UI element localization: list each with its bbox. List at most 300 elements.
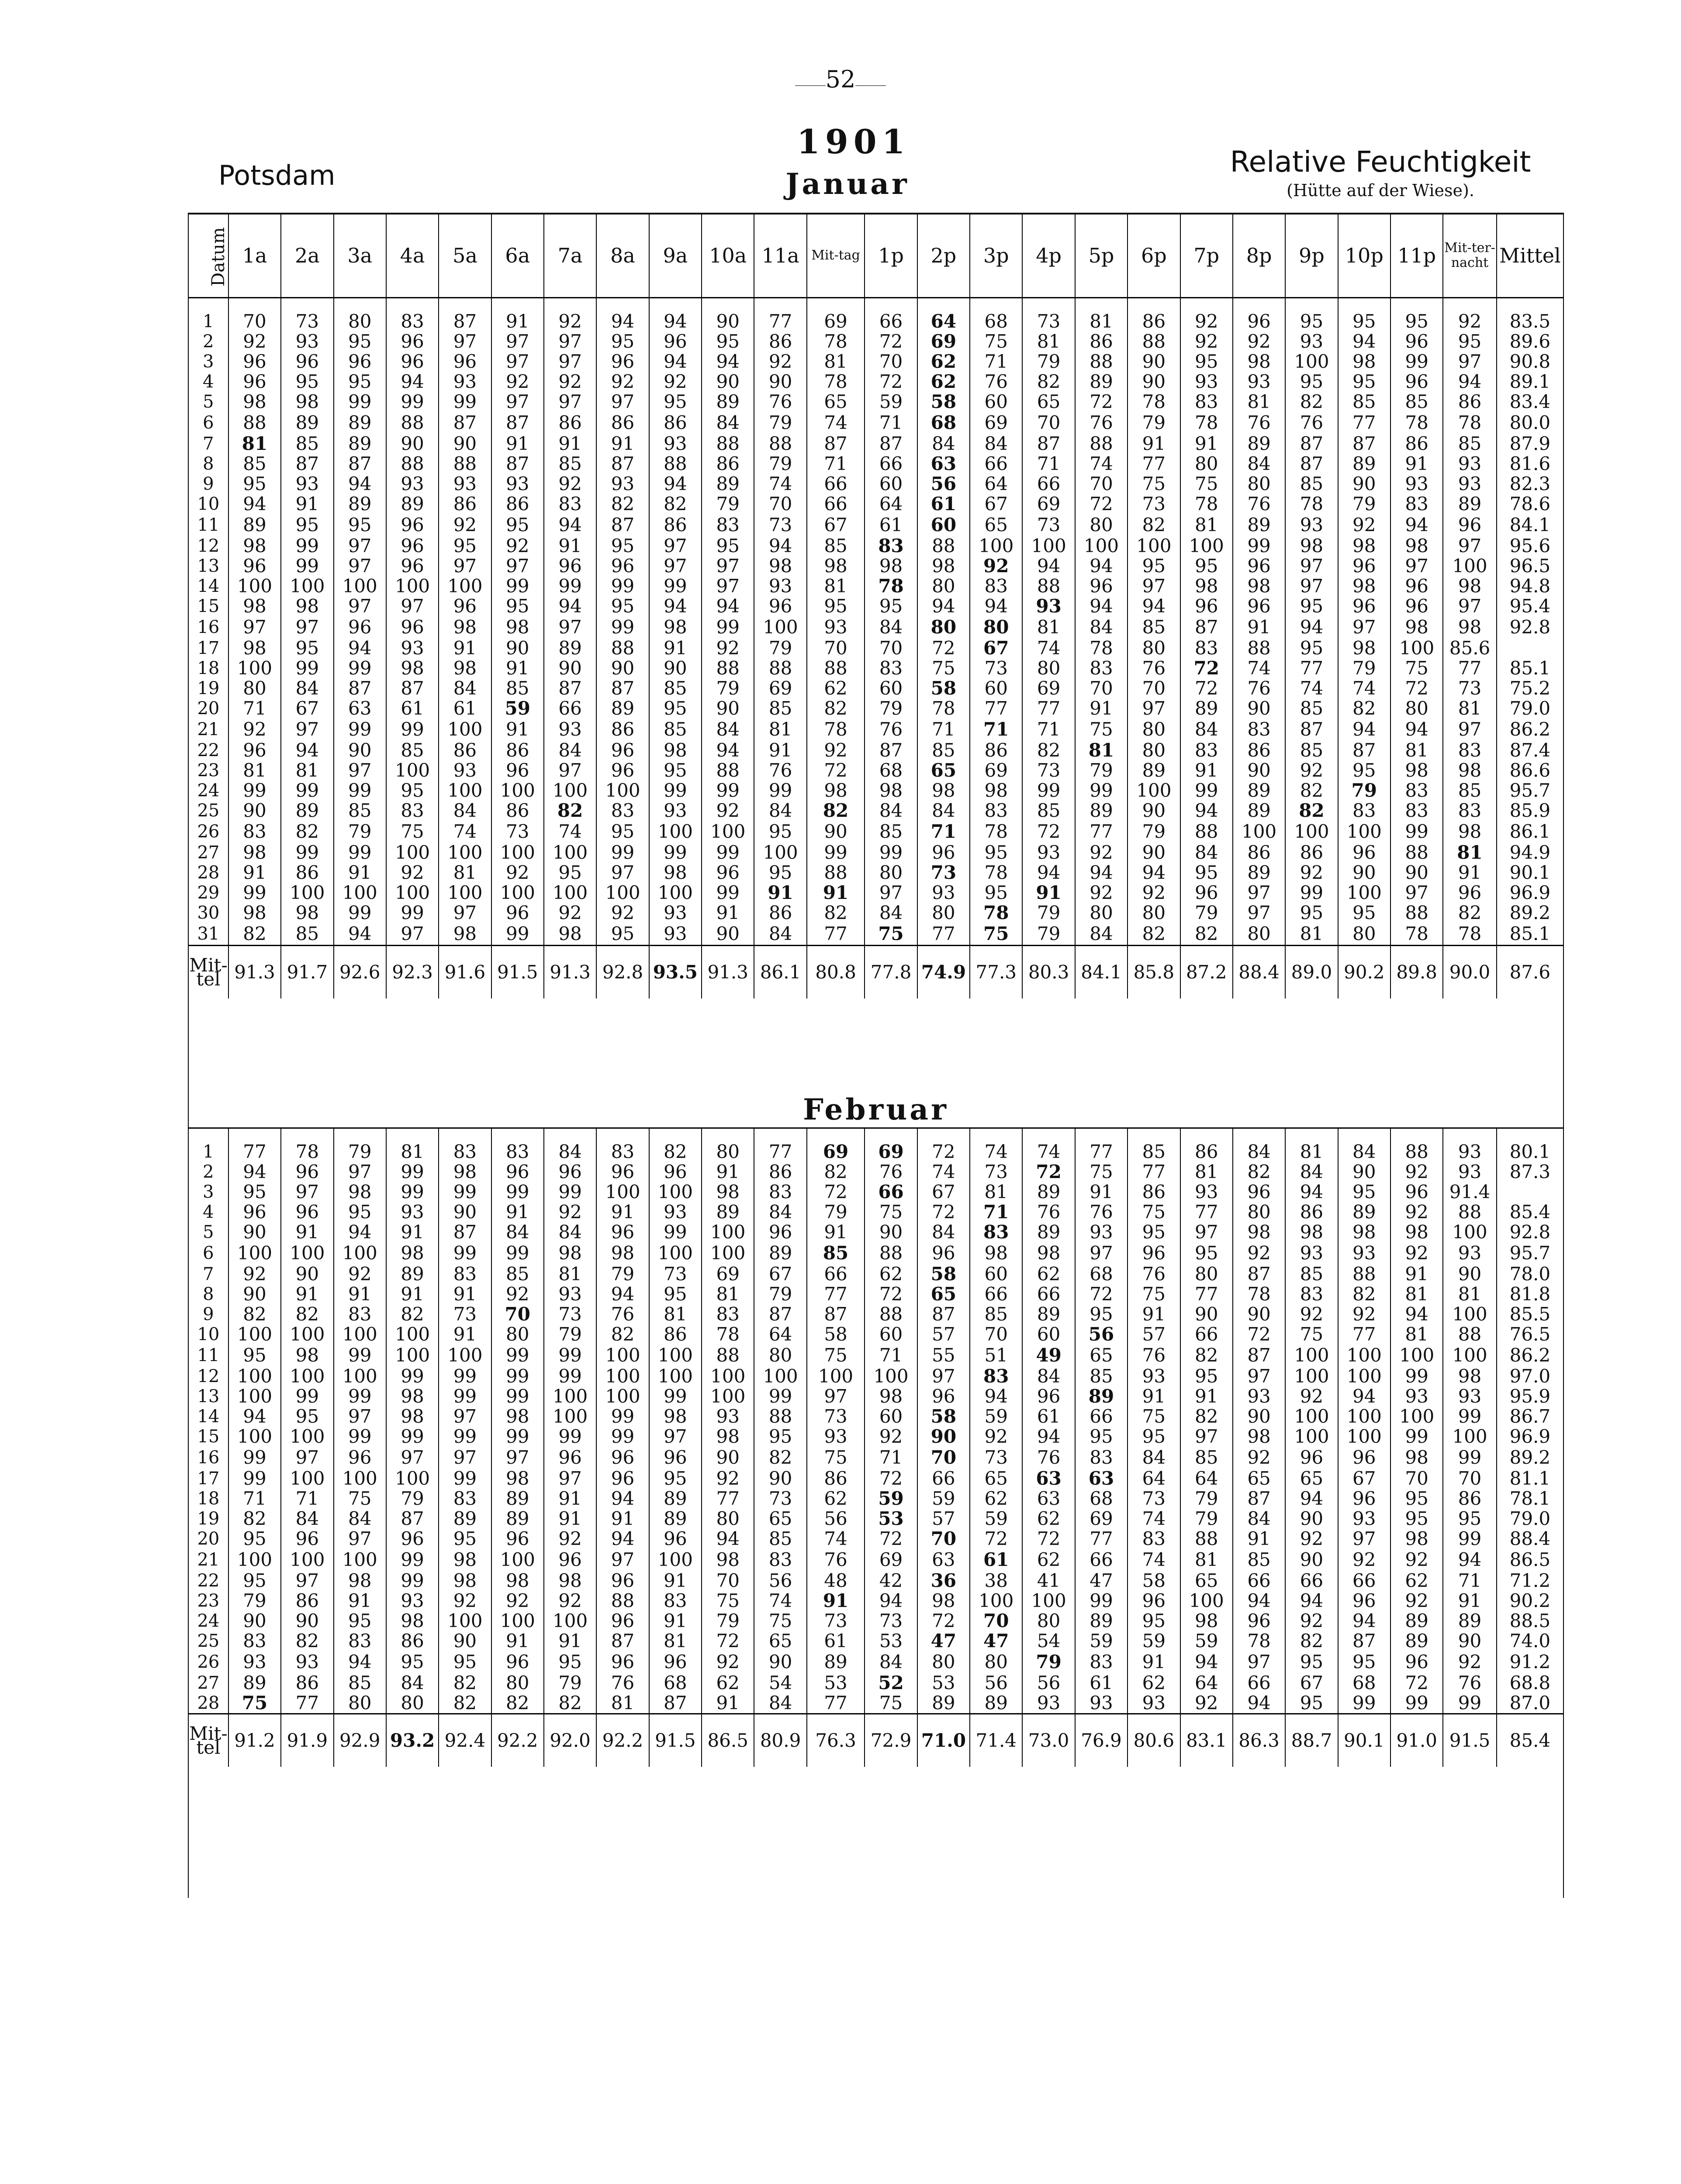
value-cell: 59 [1128,1631,1180,1651]
value-cell: 100 [281,1242,333,1264]
mean-cell: 86.5 [702,1714,754,1767]
value-cell: 65 [1022,392,1075,412]
value-cell: 89 [439,1509,491,1529]
value-cell: 86 [1128,298,1180,332]
table-row [188,1366,1563,1386]
value-cell: 66 [865,454,917,474]
value-cell: 100 [1128,536,1180,556]
value-cell: 96 [1233,596,1285,616]
value-cell: 60 [865,1324,917,1344]
day-cell: 15 [188,596,228,616]
value-cell: 98 [491,1571,544,1591]
table-row [188,1611,1563,1631]
value-cell: 97 [491,352,544,372]
value-cell: 62 [865,1264,917,1284]
value-cell: 72 [917,638,970,658]
value-cell: 72 [865,332,917,352]
value-cell: 83 [970,576,1022,596]
daily-mean-cell: 68.8 [1497,1673,1563,1693]
value-cell: 73 [649,1264,702,1284]
value-cell: 75 [1075,719,1128,740]
value-cell: 66 [1180,1324,1233,1344]
value-cell: 91 [491,434,544,454]
value-cell: 97 [281,1571,333,1591]
value-cell: 66 [970,1284,1022,1304]
value-cell: 100 [491,843,544,863]
value-cell: 73 [544,1304,596,1324]
value-cell: 99 [1390,352,1443,372]
value-cell: 89 [1075,1611,1128,1631]
value-cell: 80 [1180,1264,1233,1284]
value-cell: 72 [1180,678,1233,698]
value-cell: 89 [1338,1202,1390,1222]
value-cell: 66 [1022,474,1075,494]
value-cell: 96 [1233,556,1285,576]
value-cell: 82 [807,903,865,923]
value-cell: 74 [439,821,491,843]
value-cell: 76 [1443,1673,1496,1693]
value-cell: 87 [439,298,491,332]
value-cell: 79 [754,412,806,434]
value-cell: 94 [334,638,386,658]
value-cell [917,372,970,392]
value-cell: 88 [596,1591,649,1611]
value-cell: 92 [491,1591,544,1611]
value-bold: 61 [930,493,957,515]
value-bold: 36 [930,1570,957,1591]
mean-cell [386,1714,439,1767]
value-cell: 90 [491,638,544,658]
value-cell: 90 [1285,1509,1338,1529]
value-cell [917,678,970,698]
value-cell: 98 [281,1344,333,1366]
value-cell: 100 [1390,638,1443,658]
value-cell: 98 [754,556,806,576]
value-cell: 76 [970,372,1022,392]
value-cell: 68 [865,760,917,781]
value-cell: 98 [1285,536,1338,556]
value-bold: 71 [930,821,957,842]
value-cell: 66 [917,1469,970,1489]
value-cell: 41 [1022,1571,1075,1591]
value-cell: 92 [1285,1386,1338,1406]
value-cell: 98 [1022,1242,1075,1264]
value-cell: 94 [970,596,1022,616]
value-cell: 87 [754,1304,806,1324]
value-cell: 89 [228,1673,281,1693]
value-cell: 74 [970,1129,1022,1162]
value-cell: 82 [281,1304,333,1324]
day-cell: 20 [188,1529,228,1549]
mean-cell [649,946,702,999]
daily-mean-cell: 78.6 [1497,494,1563,514]
value-cell: 96 [917,1242,970,1264]
value-cell: 92 [544,298,596,332]
value-cell: 95 [228,1182,281,1202]
value-cell: 87 [1180,616,1233,638]
value-cell: 100 [386,760,439,781]
value-cell: 98 [281,596,333,616]
value-cell: 79 [386,1489,439,1509]
value-cell: 90 [281,1611,333,1631]
daily-mean-cell: 79.0 [1497,698,1563,719]
value-cell: 60 [865,678,917,698]
value-cell: 64 [970,474,1022,494]
value-cell: 76 [865,719,917,740]
value-cell: 96 [596,1447,649,1469]
value-cell: 75 [1128,1202,1180,1222]
value-cell: 98 [1285,1222,1338,1242]
value-bold: 67 [983,637,1009,659]
daily-mean-cell: 89.6 [1497,332,1563,352]
value-cell: 80 [334,1693,386,1714]
day-cell: 1 [188,1129,228,1162]
value-cell: 99 [491,1344,544,1366]
value-cell: 62 [1022,1549,1075,1571]
value-cell: 94 [649,596,702,616]
value-cell: 81 [1022,332,1075,352]
value-cell: 97 [649,536,702,556]
value-cell: 80 [1338,923,1390,946]
table-row [188,352,1563,372]
value-cell: 94 [544,514,596,536]
value-cell: 70 [865,352,917,372]
value-cell: 96 [228,372,281,392]
daily-mean-cell: 79.0 [1497,1509,1563,1529]
value-cell: 98 [702,1182,754,1202]
value-cell [970,1549,1022,1571]
mean-cell: 77.8 [865,946,917,999]
value-cell: 79 [334,1129,386,1162]
value-cell: 99 [1390,1693,1443,1714]
value-cell: 86 [439,740,491,760]
daily-mean-cell: 95.9 [1497,1386,1563,1406]
value-bold: 85 [823,1242,849,1264]
value-cell: 91 [544,1631,596,1651]
value-cell: 100 [491,1549,544,1571]
value-cell: 79 [1022,923,1075,946]
mean-cell [917,1714,970,1767]
value-cell: 95 [1285,903,1338,923]
value-cell: 99 [596,1427,649,1447]
value-cell: 88 [1075,352,1128,372]
value-cell: 92 [1338,1304,1390,1324]
value-cell: 78 [970,821,1022,843]
value-bold: 75 [242,1692,268,1714]
value-cell: 95 [544,863,596,883]
value-cell: 78 [1285,494,1338,514]
value-cell: 83 [1233,719,1285,740]
value-cell: 97 [439,903,491,923]
value-cell: 80 [1128,903,1180,923]
value-cell: 81 [1443,698,1496,719]
value-cell: 79 [596,1264,649,1284]
value-cell: 89 [491,1509,544,1529]
value-cell: 93 [439,760,491,781]
mean-cell: 92.9 [334,1714,386,1767]
value-cell: 77 [807,1693,865,1714]
value-cell: 100 [228,1549,281,1571]
value-cell [865,923,917,946]
column-header: 9a [649,214,702,298]
value-cell: 66 [865,298,917,332]
value-cell [917,298,970,332]
table-row [188,760,1563,781]
value-cell: 93 [1022,1693,1075,1714]
value-cell: 93 [1180,1182,1233,1202]
mean-cell: 87.6 [1497,946,1563,999]
value-cell: 98 [491,616,544,638]
value-cell: 65 [1075,1344,1128,1366]
value-cell: 99 [1443,1529,1496,1549]
value-cell: 62 [1390,1571,1443,1591]
value-cell: 90 [1128,843,1180,863]
value-cell: 98 [649,616,702,638]
value-cell: 96 [1390,332,1443,352]
value-cell: 90 [386,434,439,454]
value-cell [807,1242,865,1264]
value-cell: 100 [386,576,439,596]
value-cell: 99 [439,1182,491,1202]
day-cell: 23 [188,1591,228,1611]
value-cell: 99 [386,903,439,923]
value-cell: 72 [865,372,917,392]
daily-mean-cell: 86.6 [1497,760,1563,781]
table-row [188,801,1563,821]
value-cell: 99 [491,923,544,946]
value-cell: 83 [334,1304,386,1324]
value-cell [1022,1469,1075,1489]
value-cell: 94 [865,1591,917,1611]
value-cell: 75 [1128,1284,1180,1304]
value-bold: 71 [983,1201,1009,1223]
value-cell: 79 [1180,903,1233,923]
value-cell: 100 [439,843,491,863]
value-cell: 91 [491,1202,544,1222]
value-cell: 93 [1233,372,1285,392]
value-cell: 80 [702,1509,754,1529]
value-cell: 66 [1233,1673,1285,1693]
value-cell: 100 [491,1611,544,1631]
daily-mean-cell: 84.1 [1497,514,1563,536]
table-row [188,1242,1563,1264]
value-cell: 89 [1128,760,1180,781]
table-row [188,1489,1563,1509]
value-cell: 82 [1285,1631,1338,1651]
value-cell: 94 [596,1284,649,1304]
value-cell: 100 [228,1366,281,1386]
day-cell: 21 [188,1549,228,1571]
value-cell: 90 [281,1264,333,1284]
value-cell: 76 [1128,1264,1180,1284]
value-cell: 99 [334,843,386,863]
value-cell: 100 [596,1182,649,1202]
value-cell: 76 [1233,678,1285,698]
value-cell: 99 [1233,536,1285,556]
mean-row [188,1714,1563,1767]
value-cell: 56 [807,1509,865,1529]
value-cell: 89 [702,392,754,412]
mean-cell: 92.6 [334,946,386,999]
value-cell: 72 [1390,678,1443,698]
day-cell: 11 [188,1344,228,1366]
value-cell: 95 [1285,372,1338,392]
value-cell: 82 [1180,1344,1233,1366]
value-cell: 80 [1233,1202,1285,1222]
value-cell: 96 [1338,1489,1390,1509]
value-cell: 97 [544,392,596,412]
value-cell: 83 [228,1631,281,1651]
value-cell: 97 [702,576,754,596]
value-cell: 91 [1128,1386,1180,1406]
mean-cell: 91.3 [228,946,281,999]
value-cell: 89 [649,1489,702,1509]
value-cell: 65 [1285,1469,1338,1489]
value-cell: 97 [281,719,333,740]
value-cell: 88 [1390,1129,1443,1162]
value-cell: 84 [865,801,917,821]
value-cell: 92 [1128,883,1180,903]
value-cell: 87 [334,454,386,474]
value-cell: 88 [702,434,754,454]
value-cell: 96 [596,760,649,781]
value-cell: 95 [439,1651,491,1673]
value-cell: 95 [1443,1509,1496,1529]
value-cell: 97 [1128,576,1180,596]
value-cell: 94 [702,1529,754,1549]
value-cell: 80 [1128,740,1180,760]
value-cell: 95 [1285,298,1338,332]
value-cell [917,352,970,372]
value-cell: 80 [386,1693,439,1714]
value-cell: 90 [754,1469,806,1489]
value-cell: 72 [702,1631,754,1651]
value-cell: 98 [334,1182,386,1202]
value-cell: 72 [807,760,865,781]
value-cell [1075,1324,1128,1344]
daily-mean-cell: 74.0 [1497,1631,1563,1651]
day-cell: 26 [188,1651,228,1673]
value-cell: 78 [1443,412,1496,434]
value-cell: 74 [754,474,806,494]
value-cell: 95 [1285,1693,1338,1714]
value-cell: 91 [1128,1651,1180,1673]
value-cell: 92 [1075,883,1128,903]
value-cell: 85 [491,1264,544,1284]
column-header: 10p [1338,214,1390,298]
value-cell: 90 [1233,1406,1285,1427]
station-name: Potsdam [218,159,336,191]
value-cell: 94 [596,298,649,332]
value-cell: 94 [917,596,970,616]
value-cell: 94 [1075,556,1128,576]
value-cell: 60 [865,1406,917,1427]
value-cell: 77 [970,698,1022,719]
value-cell: 73 [807,1611,865,1631]
value-cell: 70 [1075,474,1128,494]
value-cell: 93 [1285,1242,1338,1264]
value-cell [1022,596,1075,616]
value-cell [917,392,970,412]
value-cell [917,454,970,474]
day-cell: 7 [188,434,228,454]
daily-mean-cell: 86.2 [1497,1344,1563,1366]
value-cell: 90 [439,1631,491,1651]
value-cell: 98 [228,638,281,658]
value-cell: 66 [1022,1284,1075,1304]
value-cell: 73 [1022,760,1075,781]
value-cell: 72 [917,1202,970,1222]
value-cell: 73 [865,1611,917,1631]
value-cell: 59 [970,1406,1022,1427]
value-cell: 85 [1285,1264,1338,1284]
value-cell: 89 [649,1509,702,1529]
value-cell: 67 [1285,1673,1338,1693]
value-cell: 97 [596,392,649,412]
value-cell: 96 [1390,576,1443,596]
value-cell: 71 [807,454,865,474]
day-cell: 6 [188,1242,228,1264]
day-cell: 18 [188,1489,228,1509]
value-cell: 95 [1128,556,1180,576]
value-cell: 92 [544,1591,596,1611]
mean-cell: 84.1 [1075,946,1128,999]
value-cell: 93 [1075,1222,1128,1242]
value-cell: 98 [386,1386,439,1406]
value-cell: 97 [439,1447,491,1469]
value-cell: 89 [491,1489,544,1509]
value-cell: 73 [491,821,544,843]
value-cell: 81 [544,1264,596,1284]
value-cell: 93 [439,474,491,494]
value-cell: 99 [334,903,386,923]
value-cell: 59 [865,392,917,412]
value-cell: 84 [1338,1129,1390,1162]
value-cell: 91 [1180,434,1233,454]
day-cell: 8 [188,1284,228,1304]
value-cell: 90 [1285,1549,1338,1571]
value-cell [1022,1162,1075,1182]
daily-mean-cell: 97.0 [1497,1366,1563,1386]
value-cell: 87 [807,434,865,454]
value-cell: 95 [334,332,386,352]
value-cell: 89 [544,638,596,658]
value-cell: 99 [334,1344,386,1366]
value-cell: 98 [1233,576,1285,596]
value-cell: 99 [1443,1693,1496,1714]
value-cell: 75 [334,1489,386,1509]
day-cell: 3 [188,352,228,372]
mean-cell: 85.8 [1128,946,1180,999]
value-cell: 72 [1075,494,1128,514]
value-bold: 79 [1036,1651,1062,1673]
value-cell: 94 [1285,1182,1338,1202]
table-row [188,638,1563,658]
value-cell: 63 [334,698,386,719]
value-cell: 91 [491,658,544,678]
column-header [188,214,228,298]
value-cell: 91 [439,638,491,658]
value-cell: 96 [754,596,806,616]
value-cell: 83 [754,1182,806,1202]
value-cell: 99 [334,1386,386,1406]
value-bold: 75 [878,923,904,944]
value-cell: 97 [386,923,439,946]
value-cell: 93 [1285,514,1338,536]
value-cell: 96 [1390,372,1443,392]
value-cell: 96 [1233,1182,1285,1202]
value-cell: 99 [386,392,439,412]
